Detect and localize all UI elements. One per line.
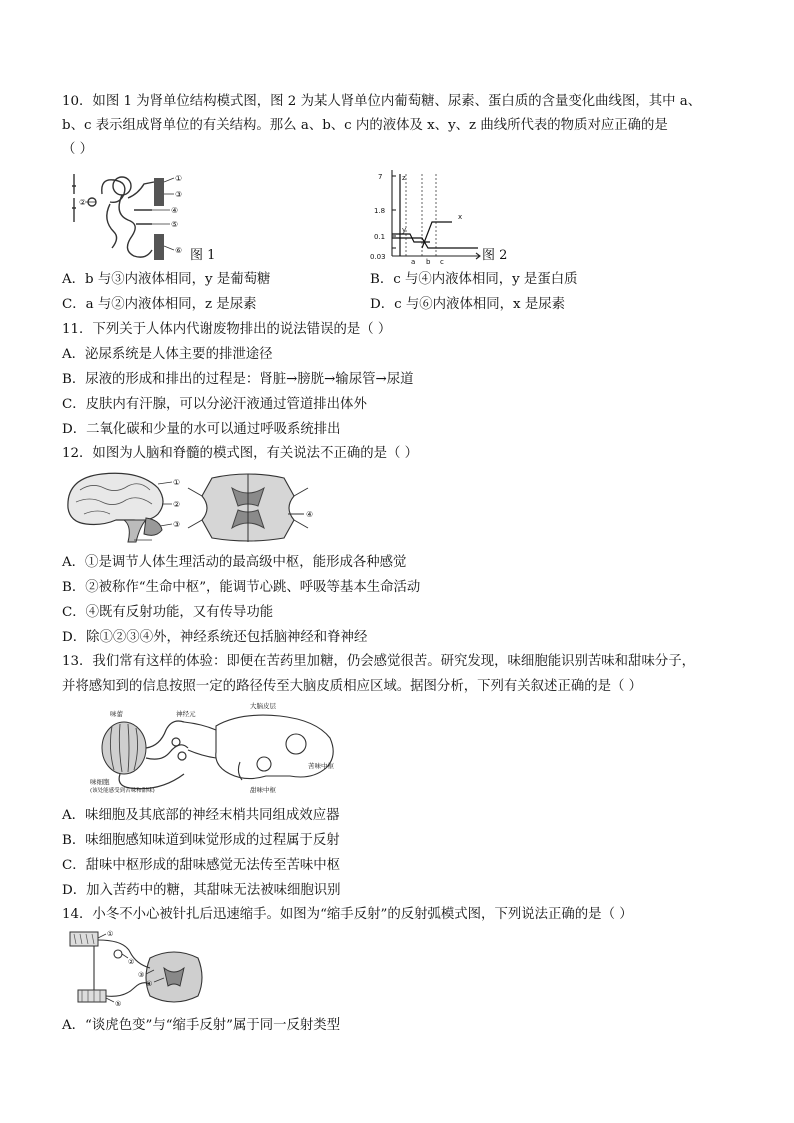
q11-option-a: A．泌尿系统是人体主要的排泄途径 (62, 347, 273, 362)
q12-fig-mark-1: ① (173, 478, 181, 487)
q10-option-d: D．c 与⑥内液体相同，x 是尿素 (370, 297, 565, 312)
q13-fig-label-cortex: 大脑皮层 (250, 702, 276, 710)
q14-fig-mark-5: ⑤ (115, 1000, 122, 1008)
q13-figure-taste-pathway (90, 700, 340, 800)
q10-stem-line2: b、c 表示组成肾单位的有关结构。那么 a、b、c 内的液体及 x、y、z 曲线所代表的物质对应正确的是 (62, 118, 668, 133)
q14-fig-mark-3: ③ (138, 971, 145, 979)
q12-option-a: A．①是调节人体生理活动的最高级中枢，能形成各种感觉 (62, 555, 407, 570)
q14-fig-mark-1: ① (107, 930, 114, 938)
fig2-ytick-7: 7 (378, 173, 383, 181)
q10-option-c: C．a 与②内液体相同，z 是尿素 (62, 297, 257, 312)
q10-figure2-concentration-chart (370, 164, 482, 268)
q13-fig-note: (该处能感受到苦味和甜味) (90, 788, 155, 794)
q12-option-d: D．除①②③④外，神经系统还包括脑神经和脊神经 (62, 630, 368, 645)
q13-option-a: A．味细胞及其底部的神经末梢共同组成效应器 (62, 808, 340, 823)
q10-option-a: A．b 与③内液体相同，y 是葡萄糖 (62, 272, 271, 287)
fig1-mark-2: ② (79, 198, 87, 207)
q12-fig-mark-4: ④ (306, 510, 314, 519)
q13-fig-label-neuron: 神经元 (176, 710, 196, 718)
q11-option-b: B．尿液的形成和排出的过程是：肾脏→膀胱→输尿管→尿道 (62, 372, 414, 387)
q13-stem-line2: 并将感知到的信息按照一定的路径传至大脑皮质相应区域。据图分析，下列有关叙述正确的是（ ） (62, 679, 643, 694)
q10-figure1-label: 图 1 (190, 248, 216, 263)
q12-figure-brain-spinal-cord (62, 468, 332, 546)
fig2-xtick-a: a (411, 258, 416, 266)
fig1-mark-1: ① (175, 174, 183, 183)
q13-fig-label-taste-bud: 味蕾 (110, 710, 123, 718)
fig2-ytick-0-1: 0.1 (374, 233, 386, 241)
q11-option-c: C．皮肤内有汗腺，可以分泌汗液通过管道排出体外 (62, 397, 367, 412)
q13-fig-label-bitter-center: 苦味中枢 (308, 762, 334, 770)
q13-fig-label-taste-cell: 味细胞 (90, 778, 110, 786)
q14-figure-reflex-arc (64, 928, 214, 1012)
q12-fig-mark-3: ③ (173, 520, 181, 529)
q13-stem-line1: 13．我们常有这样的体验：即便在苦药里加糖，仍会感觉很苦。研究发现，味细胞能识别苦味和甜味分子， (62, 654, 696, 669)
q10-figure1-nephron-diagram (62, 164, 202, 268)
q11-stem: 11．下列关于人体内代谢废物排出的说法错误的是（ ） (62, 322, 392, 337)
fig2-ytick-0-03: 0.03 (370, 253, 386, 261)
q12-option-b: B．②被称作“生命中枢”，能调节心跳、呼吸等基本生命活动 (62, 580, 421, 595)
fig2-xtick-b: b (426, 258, 431, 266)
q13-option-b: B．味细胞感知味道到味觉形成的过程属于反射 (62, 833, 340, 848)
q14-stem: 14．小冬不小心被针扎后迅速缩手。如图为“缩手反射”的反射弧模式图，下列说法正确的是（ ） (62, 907, 633, 922)
fig1-mark-4: ④ (171, 206, 179, 215)
q10-option-b: B．c 与④内液体相同，y 是蛋白质 (370, 272, 578, 287)
q10-figure2-label: 图 2 (482, 248, 508, 263)
fig2-xtick-c: c (440, 258, 444, 266)
q10-stem-line1: 10．如图 1 为肾单位结构模式图，图 2 为某人肾单位内葡萄糖、尿素、蛋白质的含量变化曲线图，其中 a、 (62, 94, 702, 109)
q12-option-c: C．④既有反射功能，又有传导功能 (62, 605, 274, 620)
fig2-curve-y-label: y (402, 226, 407, 234)
q12-fig-mark-2: ② (173, 500, 181, 509)
fig2-curve-z-label: z (402, 174, 406, 182)
fig2-ytick-1-8: 1.8 (374, 207, 386, 215)
fig1-mark-6: ⑥ (175, 246, 183, 255)
fig2-curve-x-label: x (458, 213, 463, 221)
q10-answer-blank: （ ） (62, 142, 94, 157)
q13-option-d: D．加入苦药中的糖，其甜味无法被味细胞识别 (62, 883, 341, 898)
q12-stem: 12．如图为人脑和脊髓的模式图，有关说法不正确的是（ ） (62, 446, 419, 461)
q14-fig-mark-4: ④ (146, 980, 153, 988)
q14-option-a: A．“谈虎色变”与“缩手反射”属于同一反射类型 (62, 1018, 341, 1033)
q13-fig-label-sweet-center: 甜味中枢 (250, 786, 276, 794)
fig1-mark-5: ⑤ (171, 220, 179, 229)
fig1-mark-3: ③ (175, 190, 183, 199)
q11-option-d: D．二氧化碳和少量的水可以通过呼吸系统排出 (62, 422, 341, 437)
q13-option-c: C．甜味中枢形成的甜味感觉无法传至苦味中枢 (62, 858, 341, 873)
q14-fig-mark-2: ② (128, 958, 135, 966)
